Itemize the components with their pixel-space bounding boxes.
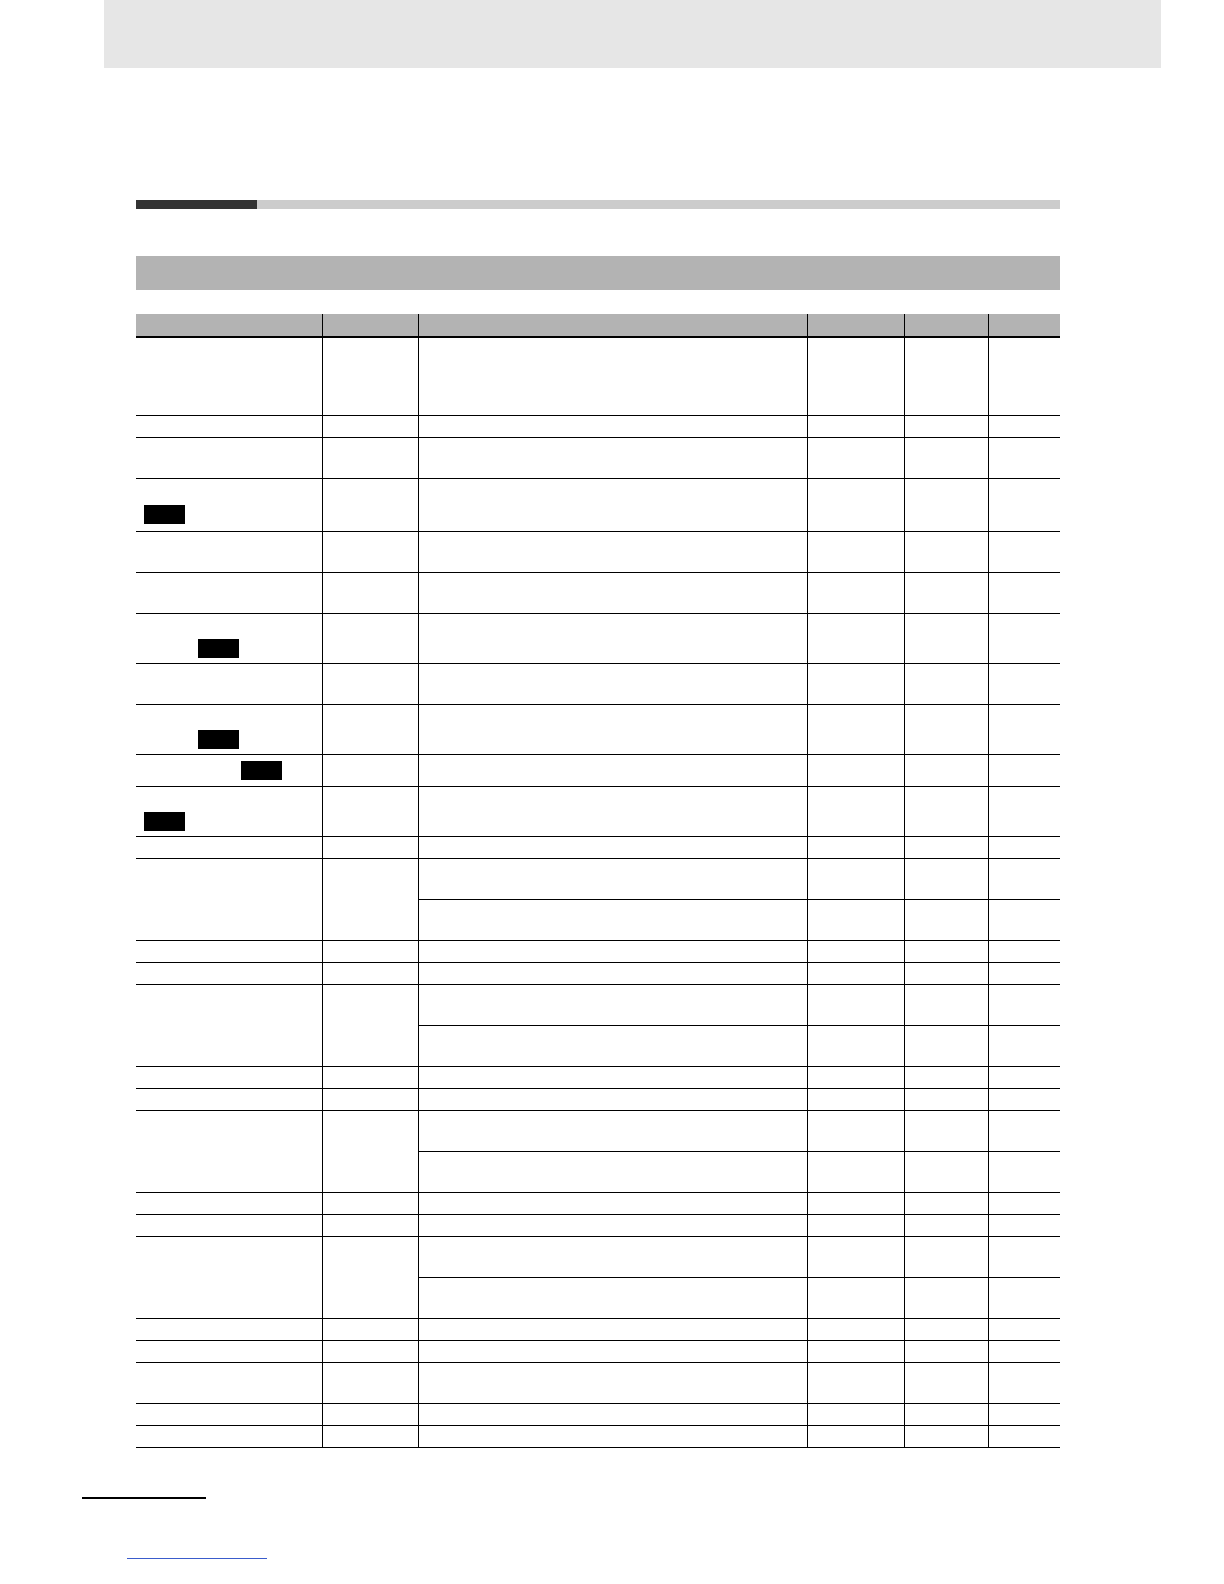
table-cell: [904, 1025, 988, 1066]
label-badge: [241, 761, 282, 780]
table-cell: [136, 1110, 322, 1192]
table-header-cell: [322, 314, 418, 337]
table-cell: [988, 572, 1060, 613]
table-cell: [418, 1236, 807, 1277]
table-cell: [136, 1236, 322, 1318]
table-cell: [418, 437, 807, 478]
table-cell: [418, 478, 807, 531]
table-cell: [807, 1236, 904, 1277]
table-cell: [136, 1362, 322, 1403]
table-cell: [136, 962, 322, 984]
table-cell: [322, 478, 418, 531]
table-row: [136, 1088, 1060, 1110]
table-cell: [322, 704, 418, 754]
table-cell: [418, 663, 807, 704]
table-cell: [904, 899, 988, 940]
table-cell: [904, 415, 988, 437]
table-cell: [322, 663, 418, 704]
table-cell: [807, 415, 904, 437]
table-cell: [418, 984, 807, 1025]
table-cell: [322, 858, 418, 940]
table-cell: [988, 786, 1060, 836]
table-cell: [988, 1151, 1060, 1192]
table-cell: [904, 1214, 988, 1236]
table-row: [136, 1425, 1060, 1447]
table-cell: [418, 1192, 807, 1214]
table-cell: [322, 962, 418, 984]
table-cell: [807, 572, 904, 613]
table-cell: [322, 1425, 418, 1447]
table-cell: [807, 337, 904, 415]
table-cell: [136, 437, 322, 478]
table-row: [136, 754, 1060, 786]
table-cell: [807, 1192, 904, 1214]
table-row: [136, 1214, 1060, 1236]
table-cell: [807, 613, 904, 663]
table-cell: [136, 337, 322, 415]
table-row: [136, 1340, 1060, 1362]
table-cell: [136, 1403, 322, 1425]
table-cell: [418, 1025, 807, 1066]
table-cell: [418, 1362, 807, 1403]
table-cell: [904, 337, 988, 415]
table-cell: [904, 754, 988, 786]
table-row: [136, 1236, 1060, 1277]
table-cell: [418, 899, 807, 940]
table-cell: [807, 1214, 904, 1236]
table-cell: [807, 858, 904, 899]
table-cell: [322, 337, 418, 415]
table-cell: [418, 415, 807, 437]
table-cell: [322, 836, 418, 858]
table-cell: [322, 415, 418, 437]
subsection-heading-band: [136, 256, 1060, 290]
table-cell: [418, 1066, 807, 1088]
table-row: [136, 858, 1060, 899]
table-cell: [136, 704, 322, 754]
table-cell: [418, 1403, 807, 1425]
table-cell: [988, 1110, 1060, 1151]
table-cell: [904, 1318, 988, 1340]
table-cell: [988, 1318, 1060, 1340]
table-row: [136, 836, 1060, 858]
table-cell: [136, 786, 322, 836]
table-cell: [988, 1236, 1060, 1277]
table-cell: [322, 1318, 418, 1340]
table-row: [136, 1192, 1060, 1214]
table-cell: [904, 531, 988, 572]
footer-rule: [82, 1497, 206, 1499]
table-cell: [807, 1066, 904, 1088]
section-heading-rule: [136, 200, 1060, 209]
page-header-band: [104, 0, 1161, 68]
table-row: [136, 663, 1060, 704]
table-cell: [988, 940, 1060, 962]
table-cell: [988, 984, 1060, 1025]
table-cell: [988, 1277, 1060, 1318]
table-cell: [322, 1214, 418, 1236]
table-row: [136, 1362, 1060, 1403]
table-row: [136, 415, 1060, 437]
table-cell: [988, 899, 1060, 940]
table-cell: [418, 1318, 807, 1340]
table-cell: [904, 1362, 988, 1403]
table-cell: [322, 786, 418, 836]
table-cell: [988, 1425, 1060, 1447]
table-cell: [904, 858, 988, 899]
table-cell: [904, 984, 988, 1025]
table-header-cell: [136, 314, 322, 337]
table-cell: [807, 1110, 904, 1151]
table-header-cell: [418, 314, 807, 337]
table-row: [136, 531, 1060, 572]
label-badge: [198, 639, 239, 658]
table-cell: [322, 1340, 418, 1362]
label-badge: [198, 730, 239, 749]
table-cell: [807, 1025, 904, 1066]
table-cell: [136, 1066, 322, 1088]
table-cell: [904, 1151, 988, 1192]
table-row: [136, 962, 1060, 984]
table-cell: [988, 415, 1060, 437]
table-cell: [807, 754, 904, 786]
table-cell: [904, 478, 988, 531]
table-cell: [418, 572, 807, 613]
table-cell: [418, 704, 807, 754]
table-cell: [322, 1088, 418, 1110]
table-cell: [418, 754, 807, 786]
table-row: [136, 572, 1060, 613]
table-cell: [418, 940, 807, 962]
table-cell: [988, 478, 1060, 531]
table-cell: [988, 1066, 1060, 1088]
table-cell: [136, 1192, 322, 1214]
table-cell: [988, 337, 1060, 415]
table-cell: [322, 1403, 418, 1425]
table-cell: [904, 836, 988, 858]
table-cell: [904, 1340, 988, 1362]
label-badge: [144, 505, 185, 524]
table-cell: [904, 437, 988, 478]
table-row: [136, 1318, 1060, 1340]
table-cell: [418, 337, 807, 415]
table-cell: [904, 572, 988, 613]
table-cell: [418, 1277, 807, 1318]
table-cell: [904, 940, 988, 962]
table-cell: [322, 1192, 418, 1214]
table-cell: [904, 1425, 988, 1447]
table-row: [136, 478, 1060, 531]
table-cell: [988, 858, 1060, 899]
table-cell: [904, 962, 988, 984]
table-cell: [904, 1110, 988, 1151]
table-row: [136, 940, 1060, 962]
table-cell: [807, 437, 904, 478]
table-row: [136, 613, 1060, 663]
table-cell: [988, 663, 1060, 704]
table-cell: [904, 1088, 988, 1110]
table-cell: [988, 613, 1060, 663]
table-cell: [988, 531, 1060, 572]
table-cell: [418, 1340, 807, 1362]
table-cell: [136, 984, 322, 1066]
table-cell: [418, 836, 807, 858]
table-cell: [807, 1403, 904, 1425]
table-cell: [322, 1110, 418, 1192]
table-cell: [807, 704, 904, 754]
table-cell: [807, 1362, 904, 1403]
table-cell: [322, 613, 418, 663]
table-cell: [807, 1340, 904, 1362]
table-cell: [418, 1088, 807, 1110]
table-cell: [322, 1066, 418, 1088]
table-cell: [807, 962, 904, 984]
table-cell: [807, 786, 904, 836]
table-cell: [136, 1425, 322, 1447]
table-cell: [988, 1088, 1060, 1110]
table-cell: [136, 1088, 322, 1110]
table-cell: [988, 1214, 1060, 1236]
table-header-cell: [807, 314, 904, 337]
table-cell: [904, 704, 988, 754]
table-cell: [418, 531, 807, 572]
table-cell: [322, 754, 418, 786]
table-cell: [418, 1110, 807, 1151]
table-cell: [136, 613, 322, 663]
label-badge: [144, 812, 185, 831]
table-cell: [136, 531, 322, 572]
table-cell: [807, 531, 904, 572]
table-cell: [418, 962, 807, 984]
table-cell: [322, 940, 418, 962]
table-cell: [904, 1066, 988, 1088]
table-cell: [988, 1192, 1060, 1214]
table-cell: [807, 940, 904, 962]
table-cell: [904, 1236, 988, 1277]
table-cell: [418, 1425, 807, 1447]
table-row: [136, 437, 1060, 478]
table-cell: [807, 984, 904, 1025]
table-cell: [988, 962, 1060, 984]
footer-link-underline[interactable]: [127, 1558, 267, 1559]
table-cell: [988, 1362, 1060, 1403]
table-cell: [904, 1192, 988, 1214]
table-row: [136, 337, 1060, 415]
table-cell: [322, 437, 418, 478]
table-row: [136, 984, 1060, 1025]
table-cell: [988, 754, 1060, 786]
table-row: [136, 704, 1060, 754]
table-cell: [807, 1151, 904, 1192]
table-cell: [418, 786, 807, 836]
table-cell: [322, 531, 418, 572]
section-heading-accent: [136, 200, 257, 209]
table-cell: [136, 478, 322, 531]
table-cell: [136, 572, 322, 613]
table-cell: [988, 836, 1060, 858]
table-cell: [136, 415, 322, 437]
table-cell: [322, 984, 418, 1066]
table-cell: [136, 858, 322, 940]
table-cell: [418, 858, 807, 899]
table-cell: [807, 899, 904, 940]
table-cell: [418, 1214, 807, 1236]
table-cell: [904, 786, 988, 836]
table-cell: [807, 836, 904, 858]
table-cell: [322, 1236, 418, 1318]
table-cell: [136, 663, 322, 704]
table-cell: [136, 1318, 322, 1340]
parameter-table: [136, 314, 1060, 1448]
table-cell: [807, 478, 904, 531]
table-cell: [322, 1362, 418, 1403]
table-cell: [136, 940, 322, 962]
table-cell: [136, 1340, 322, 1362]
table-cell: [418, 613, 807, 663]
table-row: [136, 1066, 1060, 1088]
table-cell: [988, 1403, 1060, 1425]
table-cell: [136, 1214, 322, 1236]
table-cell: [988, 1025, 1060, 1066]
table-cell: [136, 754, 322, 786]
table-cell: [988, 437, 1060, 478]
table-header-row: [136, 314, 1060, 337]
table-row: [136, 1403, 1060, 1425]
table-cell: [807, 663, 904, 704]
table-row: [136, 1110, 1060, 1151]
table-cell: [807, 1088, 904, 1110]
table-cell: [807, 1425, 904, 1447]
table-cell: [904, 1403, 988, 1425]
table-cell: [418, 1151, 807, 1192]
table-cell: [904, 663, 988, 704]
table-cell: [988, 704, 1060, 754]
table-header-cell: [988, 314, 1060, 337]
table-header-cell: [904, 314, 988, 337]
table-cell: [136, 836, 322, 858]
table-cell: [807, 1318, 904, 1340]
table-row: [136, 786, 1060, 836]
table-cell: [322, 572, 418, 613]
table-cell: [904, 1277, 988, 1318]
table-cell: [904, 613, 988, 663]
table-cell: [807, 1277, 904, 1318]
table-cell: [988, 1340, 1060, 1362]
